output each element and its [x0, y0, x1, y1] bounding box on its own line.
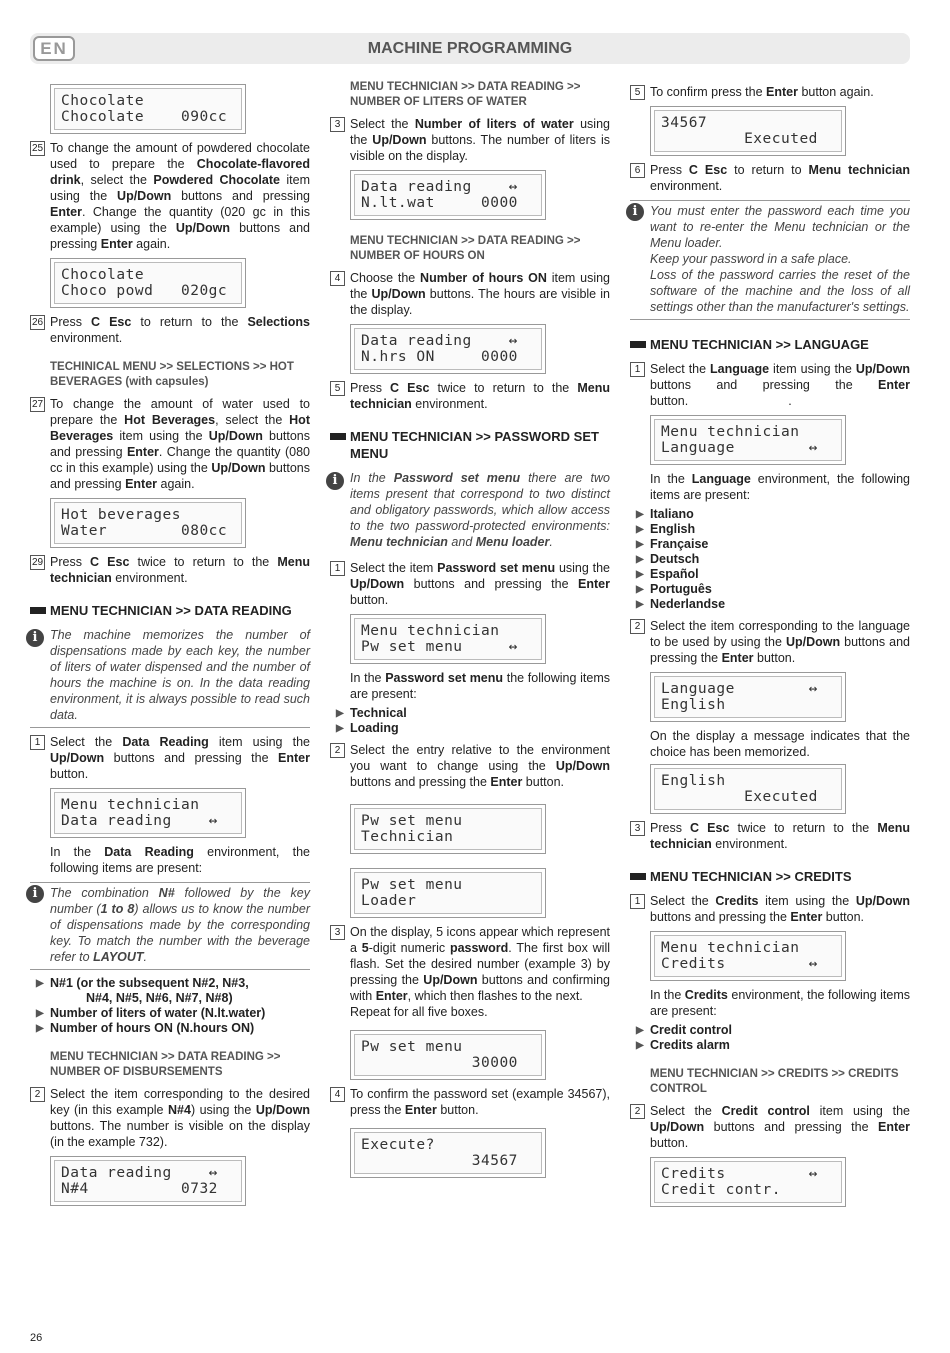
step-3: 3 Select the Number of liters of water using the Up/Down buttons. The number of liters is visible on the display. — [330, 116, 610, 164]
list-item: ▶ Italiano — [636, 507, 910, 522]
step-1: 1 Select the Data Reading item using the Up/Down buttons and pressing the Enter button. — [30, 734, 310, 782]
column-1 — [30, 80, 310, 1212]
step-4: 4 To confirm the password set (example 34567), press the Enter button. — [330, 1086, 610, 1118]
lcd-display: Menu technician Credits ↔ — [650, 931, 846, 981]
paragraph: In the Credits environment, the following items are present: — [650, 988, 910, 1018]
step-2: 2 Select the item corresponding to the language to be used by using the Up/Down buttons and pressing the Enter button. — [630, 618, 910, 666]
section-heading: MENU TECHNICIAN >> CREDITS — [630, 868, 910, 885]
lcd-display: Data reading ↔ N#4 0732 — [50, 1156, 246, 1206]
list-item: ▶ Credit control — [636, 1023, 910, 1038]
lcd-display: Data reading ↔ N.lt.wat 0000 — [350, 170, 546, 220]
section-heading: MENU TECHNICIAN >> PASSWORD SET MENU — [330, 428, 610, 462]
bullet-list — [36, 976, 310, 1036]
info-icon: i — [26, 885, 44, 903]
step-1: 1 Select the Language item using the Up/Down buttons and pressing the Enter button. . — [630, 361, 910, 409]
list-item: ▶ N#1 (or the subsequent N#2, N#3, N#4, N#5, N#6, N#7, N#8) — [36, 976, 310, 1006]
lcd-display: 34567 Executed — [650, 106, 846, 156]
lcd-display: Chocolate Choco powd 020gc — [50, 258, 246, 308]
step-3: 3 Press C Esc twice to return to the Menu technician environment. — [630, 820, 910, 852]
paragraph: In the Language environment, the following items are present: — [650, 472, 910, 502]
info-note: i The machine memorizes the number of dispensations made by each key, the number of liters of water dispensed and the number of hours the machine is on. In the data reading environment, it is always possible to read such data. — [30, 627, 310, 728]
section-heading: MENU TECHNICIAN >> DATA READING — [30, 602, 310, 619]
lcd-display: Pw set menu Loader — [350, 868, 546, 918]
language-badge: EN — [33, 36, 75, 61]
section-heading: MENU TECHNICIAN >> LANGUAGE — [630, 336, 910, 353]
column-3 — [630, 80, 910, 1213]
lcd-display: Language ↔ English — [650, 672, 846, 722]
paragraph: In the Password set menu the following items are present: — [350, 671, 610, 701]
lcd-display: Credits ↔ Credit contr. — [650, 1157, 846, 1207]
step-2: 2 Select the item corresponding to the desired key (in this example N#4) using the Up/Down buttons. The number is visible on the display (in the example 732). — [30, 1086, 310, 1150]
lcd-display: Menu technician Language ↔ — [650, 415, 846, 465]
list-item: ▶ Number of liters of water (N.lt.water) — [36, 1006, 310, 1021]
lcd-display: Execute? 34567 — [350, 1128, 546, 1178]
bullet-list — [336, 706, 610, 736]
paragraph: On the display a message indicates that the choice has been memorized. — [650, 729, 910, 759]
step-1: 1 Select the item Password set menu using the Up/Down buttons and pressing the Enter button. — [330, 560, 610, 608]
page-title: MACHINE PROGRAMMING — [367, 40, 573, 57]
info-icon: i — [326, 472, 344, 490]
step-2: 2 Select the Credit control item using the Up/Down buttons and pressing the Enter button. — [630, 1103, 910, 1151]
step-25: 25 To change the amount of powdered chocolate used to prepare the Chocolate-flavored drink, select the Powdered Chocolate item using the Up/Down buttons and pressing Enter. Change the quantity (020 gc in this example) using the Up/Down buttons and pressing Enter again. — [31, 141, 310, 251]
step-6: 6 Press C Esc to return to Menu technician environment. — [630, 162, 910, 194]
step-4: 4 Choose the Number of hours ON item using the Up/Down buttons. The hours are visible in the display. — [330, 270, 610, 318]
subsection-heading: MENU TECHNICIAN >> DATA READING >> NUMBER OF HOURS ON — [350, 235, 581, 262]
step-3: 3 On the display, 5 icons appear which represent a 5-digit numeric password. The first box will flash. Set the desired number (example 3) by pressing the Up/Down buttons and confirming with Enter, which then flashes to the next. Repeat for all five boxes. — [330, 924, 610, 1020]
step-5: 5 Press C Esc twice to return to the Menu technician environment. — [330, 380, 610, 412]
info-note: i You must enter the password each time you want to re-enter the Menu technician or the Menu loader. Keep your password in a safe place. Loss of the password carries the reset of the software of the machine and the loss of all settings other than the manufacturer's settings. — [630, 200, 910, 320]
lcd-display: Menu technician Pw set menu ↔ — [350, 614, 546, 664]
column-2 — [330, 80, 610, 1184]
step-26: 26 Press C Esc to return to the Selections environment. — [31, 315, 310, 345]
list-item: ▶ Loading — [336, 721, 610, 736]
step-29: 29 Press C Esc twice to return to the Menu technician environment. — [31, 555, 310, 585]
step-5: 5 To confirm press the Enter button again. — [630, 84, 910, 100]
subsection-heading: TECHINICAL MENU >> SELECTIONS >> HOT BEVERAGES (with capsules) — [50, 361, 294, 388]
step-2: 2 Select the entry relative to the environment you want to change using the Up/Down buttons and pressing the Enter button. — [330, 742, 610, 790]
info-icon: i — [26, 629, 44, 647]
info-note: i The combination N# followed by the key number (1 to 8) allows us to know the number of dispensations made by the corresponding key. To match the number with the beverage refer to LAYOUT. — [30, 882, 310, 970]
lcd-display: Chocolate Chocolate 090cc — [50, 84, 246, 134]
info-note: i In the Password set menu there are two items present that correspond to two distinct and obligatory passwords, which allow access to the two password-protected environments: Menu technician and Menu loader. — [330, 470, 610, 554]
lcd-display: Hot beverages Water 080cc — [50, 498, 246, 548]
step-1: 1 Select the Credits item using the Up/Down buttons and pressing the Enter button. — [630, 893, 910, 925]
lcd-display: Pw set menu 30000 — [350, 1030, 546, 1080]
list-item: ▶ Português — [636, 582, 910, 597]
list-item: ▶ Number of hours ON (N.hours ON) — [36, 1021, 310, 1036]
list-item: ▶ Nederlandse — [636, 597, 910, 612]
paragraph: In the Data Reading environment, the following items are present: — [50, 845, 310, 875]
list-item: ▶ English — [636, 522, 910, 537]
lcd-display: Menu technician Data reading ↔ — [50, 788, 246, 838]
subsection-heading: MENU TECHNICIAN >> CREDITS >> CREDITS CONTROL — [650, 1068, 899, 1095]
step-27: 27 To change the amount of water used to prepare the Hot Beverages, select the Hot Beverages item using the Up/Down buttons and pressing Enter. Change the quantity (080 cc in this example) using the Up/Down buttons and pressing Enter again. — [31, 397, 311, 491]
info-icon: i — [626, 203, 644, 221]
list-item: ▶ Credits alarm — [636, 1038, 910, 1053]
page-number: 26 — [30, 1332, 43, 1344]
list-item: ▶ Deutsch — [636, 552, 910, 567]
lcd-display: Data reading ↔ N.hrs ON 0000 — [350, 324, 546, 374]
lcd-display: English Executed — [650, 764, 846, 814]
subsection-heading: MENU TECHNICIAN >> DATA READING >> NUMBER OF LITERS OF WATER — [350, 81, 581, 108]
bullet-list — [636, 1023, 910, 1053]
subsection-heading: MENU TECHNICIAN >> DATA READING >> NUMBER OF DISBURSEMENTS — [50, 1051, 281, 1078]
page-header — [30, 33, 910, 64]
list-item: ▶ Française — [636, 537, 910, 552]
list-item: ▶ Español — [636, 567, 910, 582]
bullet-list — [636, 507, 910, 612]
lcd-display: Pw set menu Technician — [350, 804, 546, 854]
list-item: ▶ Technical — [336, 706, 610, 721]
